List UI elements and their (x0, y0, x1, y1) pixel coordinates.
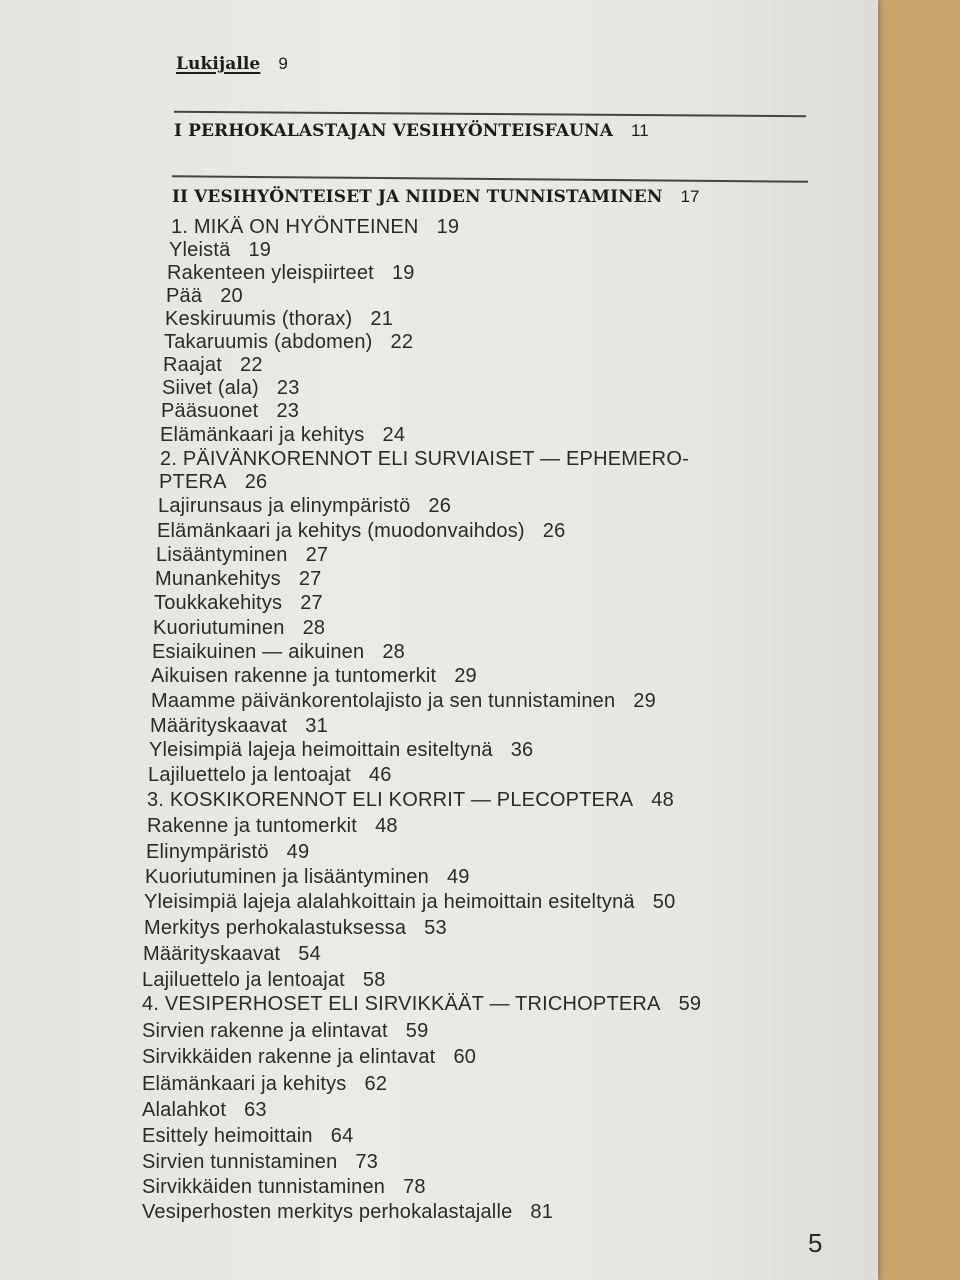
toc-entry-title: Yleistä (169, 239, 231, 261)
toc-entry-title: Maamme päivänkorentolajisto ja sen tunnistaminen (151, 690, 616, 712)
toc-entry (142, 1176, 426, 1199)
toc-entry-title: Alalahkot (142, 1099, 227, 1121)
toc-entry-page: 20 (220, 285, 243, 307)
toc-entry (150, 715, 328, 738)
toc-entry (153, 617, 325, 640)
toc-entry-page: 22 (390, 331, 414, 353)
toc-entry (142, 1020, 428, 1043)
toc-entry (159, 471, 267, 494)
toc-entry-title: Sirvien tunnistaminen (142, 1151, 338, 1173)
toc-entry-title: Sirvikkäiden tunnistaminen (142, 1176, 386, 1198)
toc-entry (156, 544, 328, 567)
toc-entry-page: 31 (305, 715, 328, 737)
toc-entry-page: 78 (403, 1176, 426, 1198)
toc-entry-title: Siivet (ala) (162, 377, 259, 399)
toc-entry (142, 993, 701, 1016)
toc-entry-title: Rakenne ja tuntomerkit (147, 815, 358, 837)
toc-entry (144, 917, 447, 940)
toc-entry (147, 789, 674, 812)
toc-entry (171, 216, 459, 239)
toc-entry (152, 641, 405, 664)
toc-entry-title: Pääsuonet (161, 400, 259, 422)
toc-entry-title: Lajirunsaus ja elinympäristö (158, 495, 411, 517)
toc-entry-title: Lajiluettelo ja lentoajat (142, 969, 345, 991)
toc-entry-page: 19 (391, 262, 415, 284)
toc-entry-page: 64 (330, 1125, 354, 1147)
toc-entry-title: Lisääntyminen (156, 544, 288, 566)
toc-part-2 (172, 187, 700, 207)
toc-entry (146, 841, 309, 864)
toc-entry (142, 1046, 476, 1069)
toc-entry-page: 59 (678, 993, 702, 1015)
section-divider (172, 175, 808, 182)
toc-part-1-title: I PERHOKALASTAJAN VESIHYÖNTEISFAUNA (174, 121, 613, 141)
toc-entry (165, 308, 393, 331)
toc-entry-page: 23 (276, 377, 300, 399)
toc-entry-page: 54 (298, 943, 321, 965)
toc-entry (166, 285, 243, 308)
toc-part-1 (174, 121, 649, 141)
toc-entry-page: 58 (362, 969, 386, 991)
toc-entry-page: 48 (375, 815, 398, 837)
toc-entry-page: 73 (355, 1151, 379, 1173)
toc-entry-title: Esittely heimoittain (142, 1125, 313, 1147)
toc-entry (162, 377, 300, 400)
toc-entry-title: Kuoriutuminen ja lisääntyminen (145, 866, 429, 888)
toc-entry-title: Takaruumis (abdomen) (164, 331, 373, 353)
toc-entry-title: 3. KOSKIKORENNOT ELI KORRIT — PLECOPTERA (147, 789, 634, 811)
toc-entry-page: 27 (305, 544, 329, 566)
toc-entry (167, 262, 415, 285)
toc-entry-page: 27 (300, 592, 323, 614)
toc-entry-title: Kuoriutuminen (153, 617, 285, 639)
toc-entry (151, 690, 656, 713)
toc-entry-page: 23 (276, 400, 300, 422)
toc-entry-page: 19 (248, 239, 272, 261)
toc-entry-title: Merkitys perhokalastuksessa (144, 917, 407, 939)
toc-entry (147, 815, 398, 838)
toc-entry-page: 27 (298, 568, 322, 590)
toc-entry-title: Elämänkaari ja kehitys (160, 424, 365, 446)
toc-entry-page: 53 (424, 917, 447, 939)
toc-entry-title: Määrityskaavat (150, 715, 288, 737)
toc-entry (149, 739, 533, 762)
toc-entry-page: 63 (244, 1099, 267, 1121)
toc-entry-page: 22 (240, 354, 263, 376)
toc-preface (176, 54, 288, 74)
toc-entry-page: 50 (652, 891, 676, 913)
toc-entry-page: 24 (382, 424, 406, 446)
toc-entry-page: 49 (286, 841, 310, 863)
toc-entry-page: 29 (633, 690, 656, 712)
toc-entry (142, 1073, 387, 1096)
toc-entry-title: Sirvikkäiden rakenne ja elintavat (142, 1046, 436, 1068)
toc-entry (164, 331, 413, 354)
toc-entry (155, 568, 321, 591)
toc-entry-title: 1. MIKÄ ON HYÖNTEINEN (171, 216, 419, 238)
toc-entry (142, 969, 386, 992)
toc-preface-page: 9 (278, 54, 288, 73)
toc-entry-title: Elämänkaari ja kehitys (142, 1073, 347, 1095)
toc-entry-page: 81 (530, 1201, 554, 1223)
toc-entry-title: PTERA (159, 471, 227, 493)
toc-entry-page: 29 (454, 665, 477, 687)
toc-entry-title: Pää (166, 285, 203, 307)
toc-entry-title: Keskiruumis (thorax) (165, 308, 353, 330)
toc-entry-title: Vesiperhosten merkitys perhokalastajalle (142, 1201, 513, 1223)
toc-entry-page: 26 (542, 520, 566, 542)
toc-entry (161, 400, 299, 423)
toc-preface-title: Lukijalle (176, 54, 261, 74)
toc-entry-page: 28 (302, 617, 326, 639)
toc-entry (160, 424, 405, 447)
toc-entry-page: 21 (370, 308, 394, 330)
toc-entry-title: Aikuisen rakenne ja tuntomerkit (151, 665, 437, 687)
toc-entry-title: Munankehitys (155, 568, 281, 590)
toc-entry (160, 448, 689, 471)
toc-entry (148, 764, 392, 787)
toc-entry-page: 48 (651, 789, 674, 811)
toc-entry-page: 26 (244, 471, 268, 493)
toc-entry (143, 943, 321, 966)
toc-entry (154, 592, 323, 615)
toc-entry-title: Yleisimpiä lajeja alalahkoittain ja heimoittain esiteltynä (144, 891, 635, 913)
toc-entry (151, 665, 477, 688)
toc-entry (169, 239, 271, 262)
toc-entry-page: 36 (510, 739, 534, 761)
toc-entry-title: Lajiluettelo ja lentoajat (148, 764, 351, 786)
toc-entry-title: Sirvien rakenne ja elintavat (142, 1020, 388, 1042)
section-divider (174, 111, 806, 117)
toc-entry-page: 46 (368, 764, 392, 786)
toc-entry-page: 26 (428, 495, 452, 517)
toc-entry-title: 4. VESIPERHOSET ELI SIRVIKKÄÄT — TRICHOPTERA (142, 993, 661, 1015)
toc-entry (142, 1099, 267, 1122)
toc-part-2-page: 17 (680, 187, 700, 206)
toc-entry-page: 19 (436, 216, 460, 238)
toc-entry-page: 49 (446, 866, 470, 888)
toc-entry-page: 60 (453, 1046, 477, 1068)
toc-entry-title: 2. PÄIVÄNKORENNOT ELI SURVIAISET — EPHEMERO- (160, 448, 689, 470)
toc-entry (142, 1125, 353, 1148)
toc-entry-title: Määrityskaavat (143, 943, 281, 965)
toc-entry-page: 59 (405, 1020, 429, 1042)
toc-entry (163, 354, 263, 377)
toc-entry-title: Elämänkaari ja kehitys (muodonvaihdos) (157, 520, 525, 542)
toc-entry-title: Esiaikuinen — aikuinen (152, 641, 365, 663)
toc-entry-title: Raajat (163, 354, 223, 376)
toc-entry (142, 1151, 378, 1174)
toc-entry (145, 866, 470, 889)
toc-entry-title: Toukkakehitys (154, 592, 283, 614)
toc-entry (144, 891, 675, 914)
toc-entry (142, 1201, 553, 1224)
toc-entry-title: Yleisimpiä lajeja heimoittain esiteltynä (149, 739, 493, 761)
toc-entry-page: 28 (382, 641, 405, 663)
toc-entry-page: 62 (364, 1073, 388, 1095)
toc-entry-title: Elinympäristö (146, 841, 269, 863)
page-number: 5 (808, 1228, 823, 1258)
toc-part-2-title: II VESIHYÖNTEISET JA NIIDEN TUNNISTAMINEN (172, 187, 663, 207)
toc-part-1-page: 11 (630, 121, 649, 140)
toc-entry (157, 520, 565, 543)
toc-entry-title: Rakenteen yleispiirteet (167, 262, 374, 284)
toc-entry (158, 495, 451, 518)
